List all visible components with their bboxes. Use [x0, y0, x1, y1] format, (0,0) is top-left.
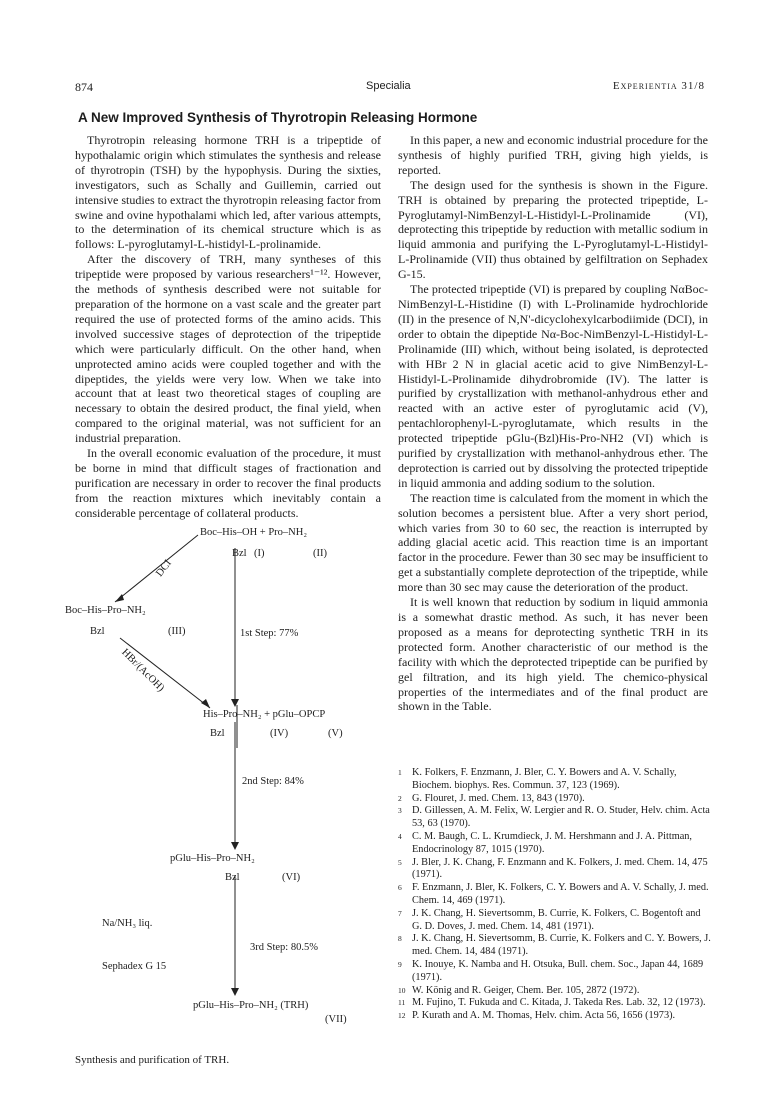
reference-item: 2 G. Flouret, J. med. Chem. 13, 843 (1970).: [398, 792, 585, 804]
label-i: (I): [254, 548, 265, 559]
references: [398, 767, 712, 1023]
product-vi: pGlu–His–Pro–NH₂: [170, 853, 255, 864]
reagent-dci: DCI: [154, 557, 174, 580]
paragraph: The design used for the synthesis is shown in the Figure. TRH is obtained by preparing the protected tripeptide, L-Pyroglutamyl-NimBenzyl-L-Histidyl-L-Prolinamide (VI), deprotecting this tripeptide by reduction with metallic sodium in liquid ammonia and purifying the L-Pyroglutamyl-L-Histidyl-L-Prolinamide (VII) thus obtained by gelfiltration on Sephadex G-15.: [398, 177, 708, 282]
paragraph: In the overall economic evaluation of the procedure, it must be borne in mind that difficult stages of fractionation and purification are necessary in order to recover the final products from the reaction mixtures which inevitably contain a considerable percentage of collateral products.: [75, 446, 381, 520]
paragraph: The protected tripeptide (VI) is prepared by coupling NαBoc-NimBenzyl-L-Histidine (I) with L-Prolinamide hydrochloride (II) in the presence of N,N'-dicyclohexylcarbodiimide (DCI), in order to obtain the dipeptide Nα-Boc-NimBenzyl-L-Histidyl-L-Prolinamide (III) which, without being isolated, is deprotected with HBr 2 N in glacial acetic acid to give NimBenzyl-L-Histidyl-L-Prolinamide dihydrobromide (IV). The latter is purified by crystallization with methanol-anhydrous ether and reacted with an active ester of pyroglutamic acid (V), pentachlorophenyl-L-pyroglutamate, which results in the protected tripeptide pGlu-(Bzl)His-Pro-NH2 (VI) which is purified by crystallization with methanol-anhydrous ether. The deprotection is carried out by dissolving the protected tripeptide in liquid ammonia and adding sodium to the solution.: [398, 282, 708, 490]
step-1-yield: 1st Step: 77%: [240, 628, 299, 639]
reference-item: 10 W. König and R. Geiger, Chem. Ber. 105, 2872 (1972).: [398, 984, 640, 996]
page-number: 874: [75, 80, 93, 94]
synthesis-scheme: [60, 520, 390, 1050]
paragraph: The reaction time is calculated from the moment in which the solution becomes a persistent blue. After a very short period, which varies from 30 to 60 sec, the reaction is interrupted by adding glacial acetic acid. This reaction time is an important factor in the procedure. Fewer than 30 sec may be insufficient to get a substantially complete deprotection of the tripeptide, while more than 30 sec may cause the deterioration of the product.: [398, 490, 708, 595]
reference-item: 4 C. M. Baugh, C. L. Krumdieck, J. M. Hershmann and J. A. Pittman, Endocrinology 87, 1015 (1970).: [398, 830, 693, 855]
paragraph: In this paper, a new and economic industrial procedure for the synthesis of highly purified TRH, giving high yields, is reported.: [398, 133, 708, 177]
reagent-hbr: HBr/(AcOH): [119, 647, 167, 694]
start-bzl: Bzl: [232, 548, 247, 559]
section-name: Specialia: [366, 80, 411, 92]
label-v: (V): [328, 728, 343, 739]
paragraph: After the discovery of TRH, many syntheses of this tripeptide were proposed by various researchers¹⁻¹². However, the methods of synthesis described were not suitable for preparation of the hormone on a vast scale and the greater part required the use of protected forms of the amino acids. This involved successive stages of deprotection of the tripeptide which were particularly difficult. On the other hand, when unprotected amino acids were coupled together and with the dipeptides, the yields were very low. When we take into account that at least two theoretical stages of coupling are necessary to obtain the desired product, the final yield, when compared to the original material, was not sufficient for an industrial preparation.: [75, 252, 381, 446]
product-iv-bzl: Bzl: [210, 728, 225, 739]
reagent-na-nh3: Na/NH₃ liq.: [102, 918, 153, 929]
article-title: A New Improved Synthesis of Thyrotropin Releasing Hormone: [78, 110, 478, 125]
journal-issue: Experientia 31/8: [612, 80, 705, 92]
label-ii: (II): [313, 548, 327, 559]
reference-item: 9 K. Inouye, K. Namba and H. Otsuka, Bull. chem. Soc., Japan 44, 1689 (1971).: [398, 958, 704, 983]
figure-caption: Synthesis and purification of TRH.: [75, 1054, 230, 1066]
reference-item: 7 J. K. Chang, H. Sievertsomm, B. Currie, K. Folkers, C. Bogentoft and G. D. Doves, J. med. Chem. 14, 481 (1971).: [398, 907, 701, 932]
left-column: [75, 133, 381, 521]
start-reactants: Boc–His–OH + Pro–NH₂: [200, 527, 307, 538]
reference-item: 5 J. Bler, J. K. Chang, F. Enzmann and K. Folkers, J. med. Chem. 14, 475 (1971).: [398, 856, 708, 881]
right-column: [398, 133, 708, 714]
label-vii: (VII): [325, 1014, 347, 1025]
reagent-sephadex: Sephadex G 15: [102, 961, 167, 972]
product-iv-v: His–Pro–NH₂ + pGlu–OPCP: [203, 709, 326, 720]
label-iv: (IV): [270, 728, 289, 739]
reference-item: 3 D. Gillessen, A. M. Felix, W. Lergier and R. O. Studer, Helv. chim. Acta 53, 63 (1970).: [398, 805, 710, 830]
intermediate-iii: Boc–His–Pro–NH₂: [65, 605, 146, 616]
reference-item: 8 J. K. Chang, H. Sievertsomm, B. Currie, K. Folkers and C. Y. Bowers, J. med. Chem. 14, 484 (1971).: [398, 933, 711, 958]
paragraph: Thyrotropin releasing hormone TRH is a tripeptide of hypothalamic origin which stimulates the synthesis and release of thyrotropin (TSH) by the hypophysis. During the sixties, investigators, such as Schally and Guillemin, carried out intensive studies to extract the thyrotropin releasing factor from swine and ovine hypothalami which led, after various attempts, to the determination of its chemical structure which is as follows: L-pyroglutamyl-L-histidyl-L-prolinamide.: [75, 133, 381, 252]
paragraph: It is well known that reduction by sodium in liquid ammonia is a somewhat drastic method. As such, it has never been proposed as a means for deprotecting synthetic TRH in its protected form. Another characteristic of our method is the facility with which the deprotected tripeptide can be purified by gel filtration, and its high yield. The chemico-physical properties of the intermediates and of the final product are shown in the Table.: [398, 595, 708, 714]
product-vi-bzl: Bzl: [225, 872, 240, 883]
step-2-yield: 2nd Step: 84%: [242, 776, 304, 787]
step-3-yield: 3rd Step: 80.5%: [250, 942, 318, 953]
reference-item: 6 F. Enzmann, J. Bler, K. Folkers, C. Y. Bowers and A. V. Schally, J. med. Chem. 14, 469 (1971).: [398, 882, 709, 906]
label-vi: (VI): [282, 872, 301, 883]
reference-item: 1 K. Folkers, F. Enzmann, J. Bler, C. Y. Bowers and A. V. Schally, Biochem. biophys. Res. Commun. 37, 123 (1969).: [398, 767, 677, 791]
label-iii: (III): [168, 626, 186, 637]
final-product: pGlu–His–Pro–NH₂ (TRH): [193, 1000, 309, 1011]
reference-item: 11 M. Fujino, T. Fukuda and C. Kitada, J. Takeda Res. Lab. 32, 12 (1973).: [398, 997, 706, 1009]
intermediate-bzl: Bzl: [90, 626, 105, 637]
reference-item: 12 P. Kurath and A. M. Thomas, Helv. chim. Acta 56, 1656 (1973).: [398, 1010, 676, 1022]
